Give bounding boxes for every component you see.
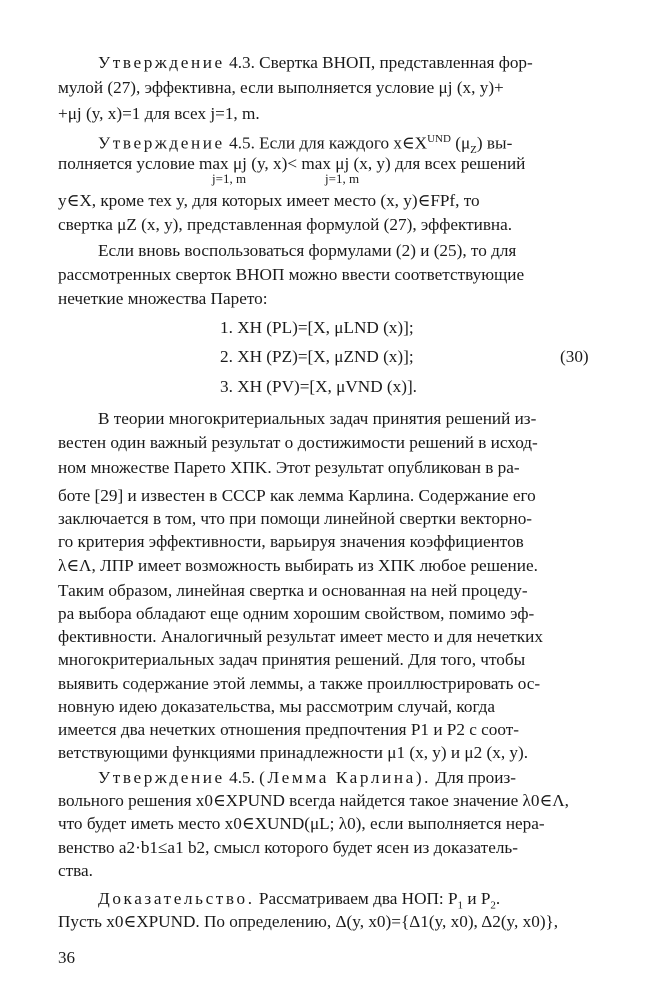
text-line: В теории многокритериальных задач принятия решений из- (98, 409, 537, 428)
equation-number: (30) (560, 347, 589, 366)
text-line: Пусть x0∈XPUND. По определению, Δ(y, x0)={Δ1(y, x0), Δ2(y, x0)}, (58, 912, 559, 931)
text-line: Доказательство. Рассматриваем два НОП: $P_1$ и $P_2$. (98, 889, 501, 912)
text-line: ном множестве Парето XПK. Этот результат опубликован в ра- (58, 458, 520, 477)
text-line: заключается в том, что при помощи линейной свертки векторно- (58, 509, 533, 528)
formula-line: 3. XH (PV)=[X, μVND (x)]. (220, 377, 417, 396)
text-line: Утверждение 4.5. (Лемма Карлина). Для произ- (98, 768, 516, 787)
text-line: новную идею доказательства, мы рассмотрим случай, когда (58, 697, 496, 716)
statement-heading: Утверждение (98, 133, 225, 153)
text-line: Таким образом, линейная свертка и основанная на ней процеду- (58, 581, 528, 600)
text-line: +μj (y, x)=1 для всех j=1, m. (58, 104, 260, 123)
text-line: ства. (58, 861, 93, 880)
statement-heading: Утверждение (98, 53, 225, 72)
formula-line: 2. XH (PZ)=[X, μZND (x)]; (220, 347, 414, 366)
text-line: ра выбора обладают еще одним хорошим свойством, помимо эф- (58, 604, 535, 623)
text-line: Если вновь воспользоваться формулами (2) и (25), то для (98, 241, 517, 260)
text-line: что будет иметь место x0∈XUND(μL; λ0), если выполняется нера- (58, 814, 545, 833)
page-number: 36 (58, 948, 75, 967)
text-line: Утверждение 4.3. Свертка ВНОП, представленная фор- (98, 53, 533, 72)
text-line: y∈X, кроме тех y, для которых имеет место (x, y)∈FPf, то (58, 191, 480, 210)
lemma-name: (Лемма Карлина). (259, 768, 432, 787)
text-line: фективности. Аналогичный результат имеет место и для нечетких (58, 627, 543, 646)
text-line: го критерия эффективности, варьируя значения коэффициентов (58, 532, 524, 551)
text-line: ветствующими функциями принадлежности μ1 (x, y) и μ2 (x, y). (58, 743, 529, 762)
text-line: многокритериальных задач принятия решений. Для того, чтобы (58, 650, 526, 669)
text-line: вольного решения x0∈XPUND всегда найдется такое значение λ0∈Λ, (58, 791, 569, 810)
text-line: λ∈Λ, ЛПР имеет возможность выбирать из XПK любое решение. (58, 556, 538, 575)
text-line: имеется два нечетких отношения предпочтения P1 и P2 с соот- (58, 720, 520, 739)
text-line: вестен один важный результат о достижимости решений в исход- (58, 433, 538, 452)
max-subscript: j=1, m (212, 171, 247, 186)
text-line: Утверждение 4.5. Если для каждого $x\in X^{UND}$ $(\mu_Z)$ вы- (98, 133, 513, 157)
text-line: свертка μZ (x, y), представленная формулой (27), эффективна. (58, 215, 513, 234)
text-line: венство a2·b1≤a1 b2, смысл которого будет ясен из доказатель- (58, 838, 518, 857)
text-line: рассмотренных сверток ВНОП можно ввести соответствующие (58, 265, 525, 284)
text-line: полняется условие max μj (y, x)< max μj (x, y) для всех решений (58, 154, 526, 173)
formula-line: 1. XH (PL)=[X, μLND (x)]; (220, 318, 414, 337)
text-line: выявить содержание этой леммы, а также проиллюстрировать ос- (58, 674, 541, 693)
text-line: нечеткие множества Парето: (58, 289, 268, 308)
max-subscript: j=1, m (325, 171, 360, 186)
text-line: боте [29] и известен в СССР как лемма Карлина. Содержание его (58, 486, 536, 505)
proof-heading: Доказательство. (98, 889, 255, 908)
statement-heading: Утверждение (98, 768, 225, 787)
text-line: мулой (27), эффективна, если выполняется условие μj (x, y)+ (58, 78, 504, 97)
